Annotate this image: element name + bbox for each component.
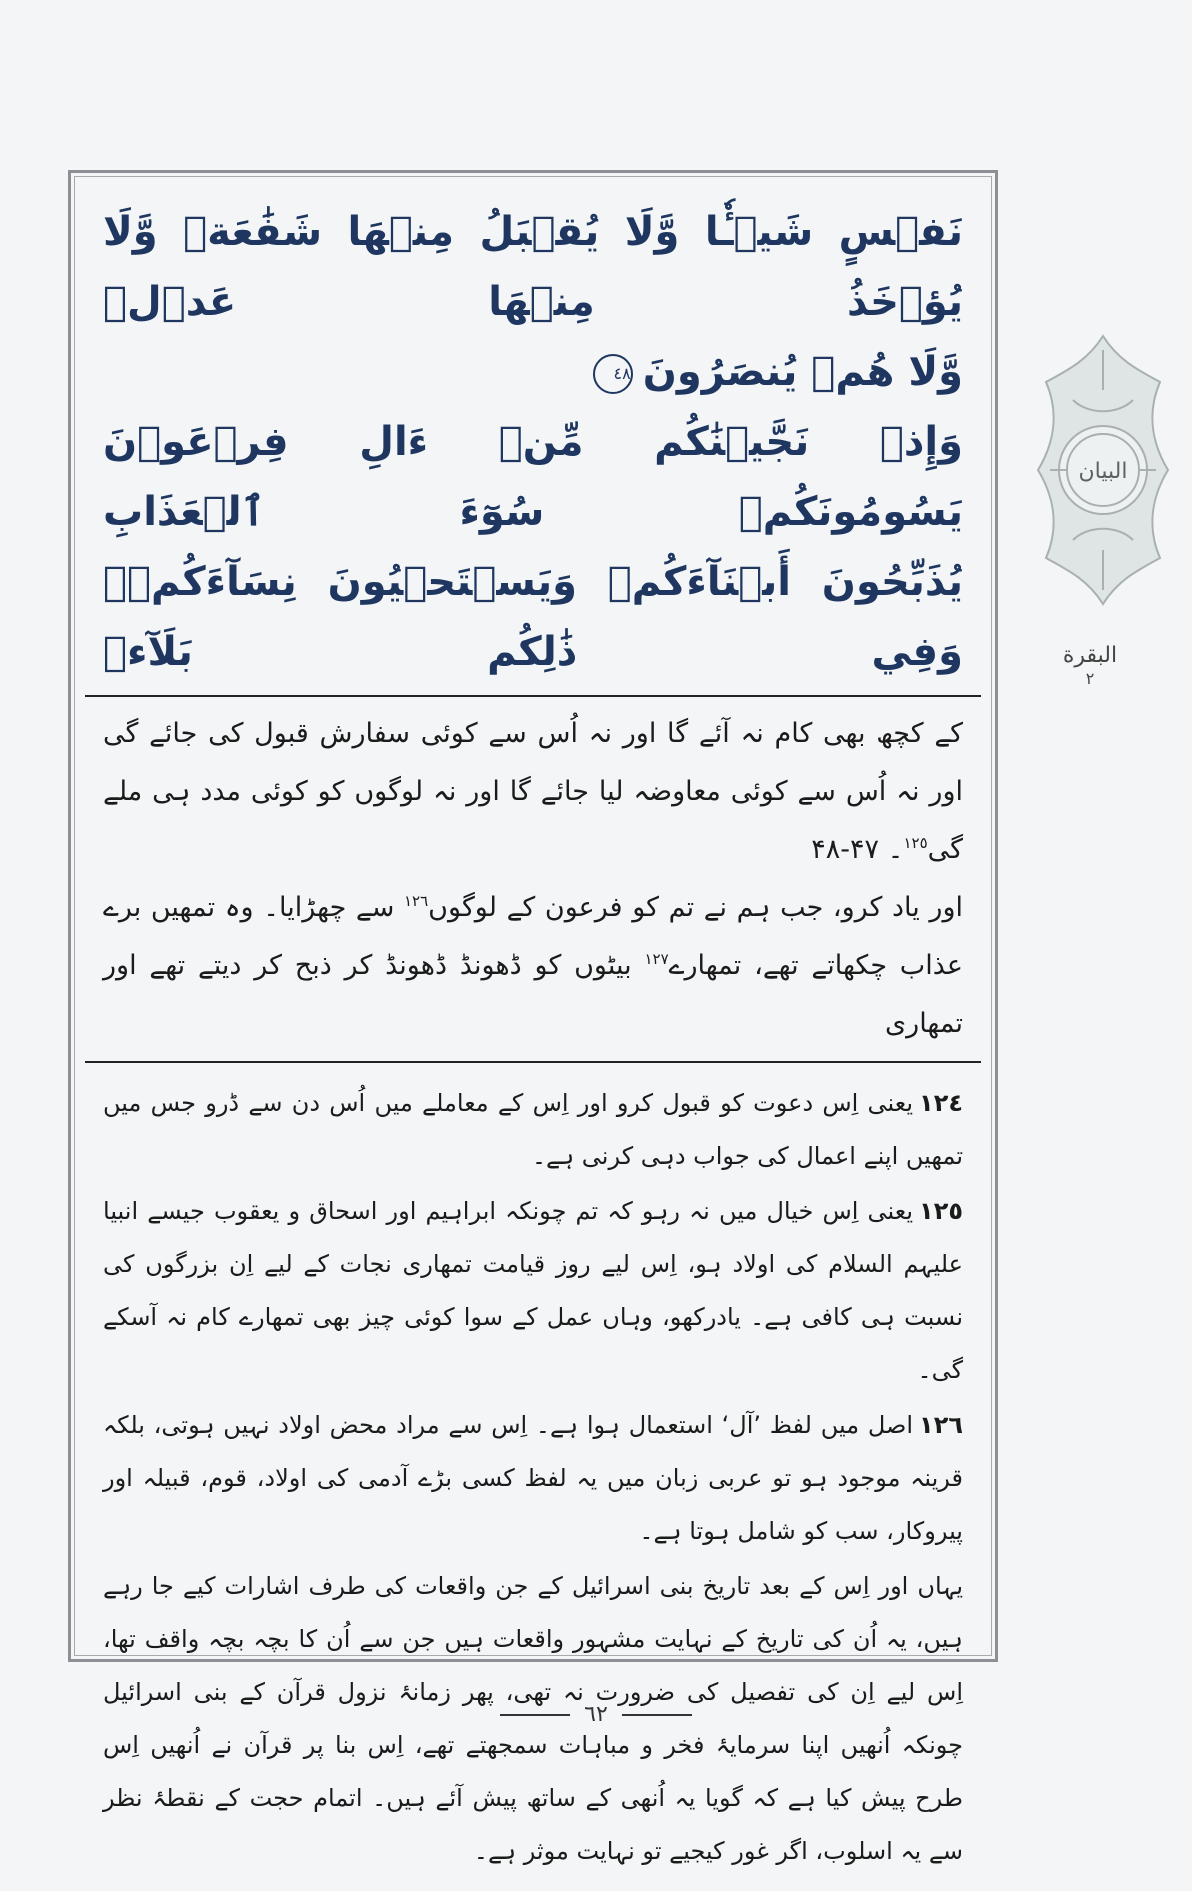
divider-top bbox=[85, 695, 981, 697]
footnote bbox=[103, 1399, 963, 1558]
surah-number: ٢ bbox=[1085, 669, 1095, 688]
page-number-dash-right bbox=[622, 1714, 692, 1716]
verse-reference: ۔ ۴۷-۴۸ bbox=[811, 834, 904, 865]
page-number-dash-left bbox=[500, 1714, 570, 1716]
side-emblem bbox=[1028, 330, 1178, 610]
footnote-text: اصل میں لفظ ’آل‘ استعمال ہوا ہے۔ اِس سے مراد محض اولاد نہیں ہوتی، بلکہ قرینہ موجود ہو تو عربی زبان میں یہ لفظ کسی بڑے آدمی کی اولاد، قوم، قبیلہ اور پیروکار، سب کو شامل ہوتا ہے۔ bbox=[103, 1411, 963, 1545]
translation-para-2 bbox=[103, 879, 963, 1053]
translation-text bbox=[85, 705, 981, 1053]
footnote bbox=[103, 1185, 963, 1397]
footnote-text: یہاں اور اِس کے بعد تاریخ بنی اسرائیل کے جن واقعات کی طرف اشارات کیے جا رہے ہیں، یہ اُن کی تاریخ کے نہایت مشہور واقعات ہیں جن سے اُن کا بچہ بچہ واقف تھا، اِس لیے اِن کی تفصیل کی ضرورت نہ تھی، پھر زمانۂ نزول قرآن کے بنی اسرائیل چونکہ اُنھیں اپنا سرمایۂ فخر و مباہات سمجھتے تھے، اِس بنا پر قرآن نے اُنھیں اِس طرح پیش کیا ہے کہ گویا یہ اُنھی کے ساتھ پیش آئے ہیں۔ اتمام حجت کے نقطۂ نظر سے یہ اسلوب، اگر غور کیجیے تو نہایت موثر ہے۔ bbox=[103, 1572, 963, 1865]
translation-para-1 bbox=[103, 705, 963, 879]
footnote-ref-125: ١٢٥ bbox=[903, 834, 928, 852]
page-number: ٦٢ bbox=[584, 1702, 608, 1727]
surah-name: البقرة bbox=[1062, 643, 1118, 668]
ayah-number-marker: ٤٨ bbox=[593, 354, 633, 394]
quran-line-2-text: وَّلَا هُمۡ يُنصَرُونَ bbox=[642, 349, 963, 395]
translation-para-1-text: کے کچھ بھی کام نہ آئے گا اور نہ اُس سے کوئی سفارش قبول کی جائے گی اور نہ اُس سے کوئی معاوضہ لیا جائے گا اور نہ لوگوں کو کوئی مدد ہی ملے گی bbox=[103, 718, 963, 865]
footnote bbox=[103, 1077, 963, 1183]
footnote-ref-127: ١٢٧ bbox=[644, 950, 669, 968]
translation-para-2-part-1: اور یاد کرو، جب ہم نے تم کو فرعون کے لوگوں bbox=[428, 892, 963, 923]
quran-line-2 bbox=[103, 337, 963, 407]
emblem-text: البیان bbox=[1078, 459, 1128, 484]
quran-line-1: نَفۡسٍ شَيۡـٔٗا وَّلَا يُقۡبَلُ مِنۡهَا شَفَٰعَةٞ وَّلَا يُؤۡخَذُ مِنۡهَا عَدۡلٞ bbox=[103, 209, 963, 325]
footnote-number: ١٢٥ bbox=[919, 1197, 963, 1225]
footnote-number: ١٢٦ bbox=[919, 1411, 963, 1439]
footnotes bbox=[85, 1071, 981, 1878]
surah-label bbox=[1040, 642, 1140, 688]
footnote-ref-126: ١٢٦ bbox=[404, 892, 429, 910]
quran-line-3: وَإِذۡ نَجَّيۡنَٰكُم مِّنۡ ءَالِ فِرۡعَوۡنَ يَسُومُونَكُمۡ سُوٓءَ ٱلۡعَذَابِ bbox=[103, 419, 963, 535]
divider-notes bbox=[85, 1061, 981, 1063]
footnote-number: ١٢٤ bbox=[919, 1089, 963, 1117]
translation-para-2-part-3: بیٹوں کو ڈھونڈ ڈھونڈ کر ذبح کر دیتے تھے اور تمھاری bbox=[103, 950, 963, 1039]
footnote-text: یعنی اِس خیال میں نہ رہو کہ تم چونکہ ابراہیم اور اسحاق و یعقوب جیسے انبیا علیہم السلام کی اولاد ہو، اِس لیے روز قیامت تمھاری نجات کے لیے اِن بزرگوں کی نسبت ہی کافی ہے۔ یادرکھو، وہاں عمل کے سوا کوئی چیز بھی تمھارے کام نہ آسکے گی۔ bbox=[103, 1197, 963, 1384]
page-number-footer bbox=[0, 1702, 1192, 1727]
footnote-text: یعنی اِس دعوت کو قبول کرو اور اِس کے معاملے میں اُس دن سے ڈرو جس میں تمھیں اپنے اعمال کی جواب دہی کرنی ہے۔ bbox=[103, 1089, 963, 1170]
quran-line-4: يُذَبِّحُونَ أَبۡنَآءَكُمۡ وَيَسۡتَحۡيُونَ نِسَآءَكُمۡۚ وَفِي ذَٰلِكُم بَلَآءٞ bbox=[103, 559, 963, 675]
translation-para-2-part-2: سے چھڑایا۔ وہ تمھیں برے عذاب چکھاتے تھے، تمھارے bbox=[103, 892, 964, 981]
quran-text bbox=[85, 185, 981, 687]
